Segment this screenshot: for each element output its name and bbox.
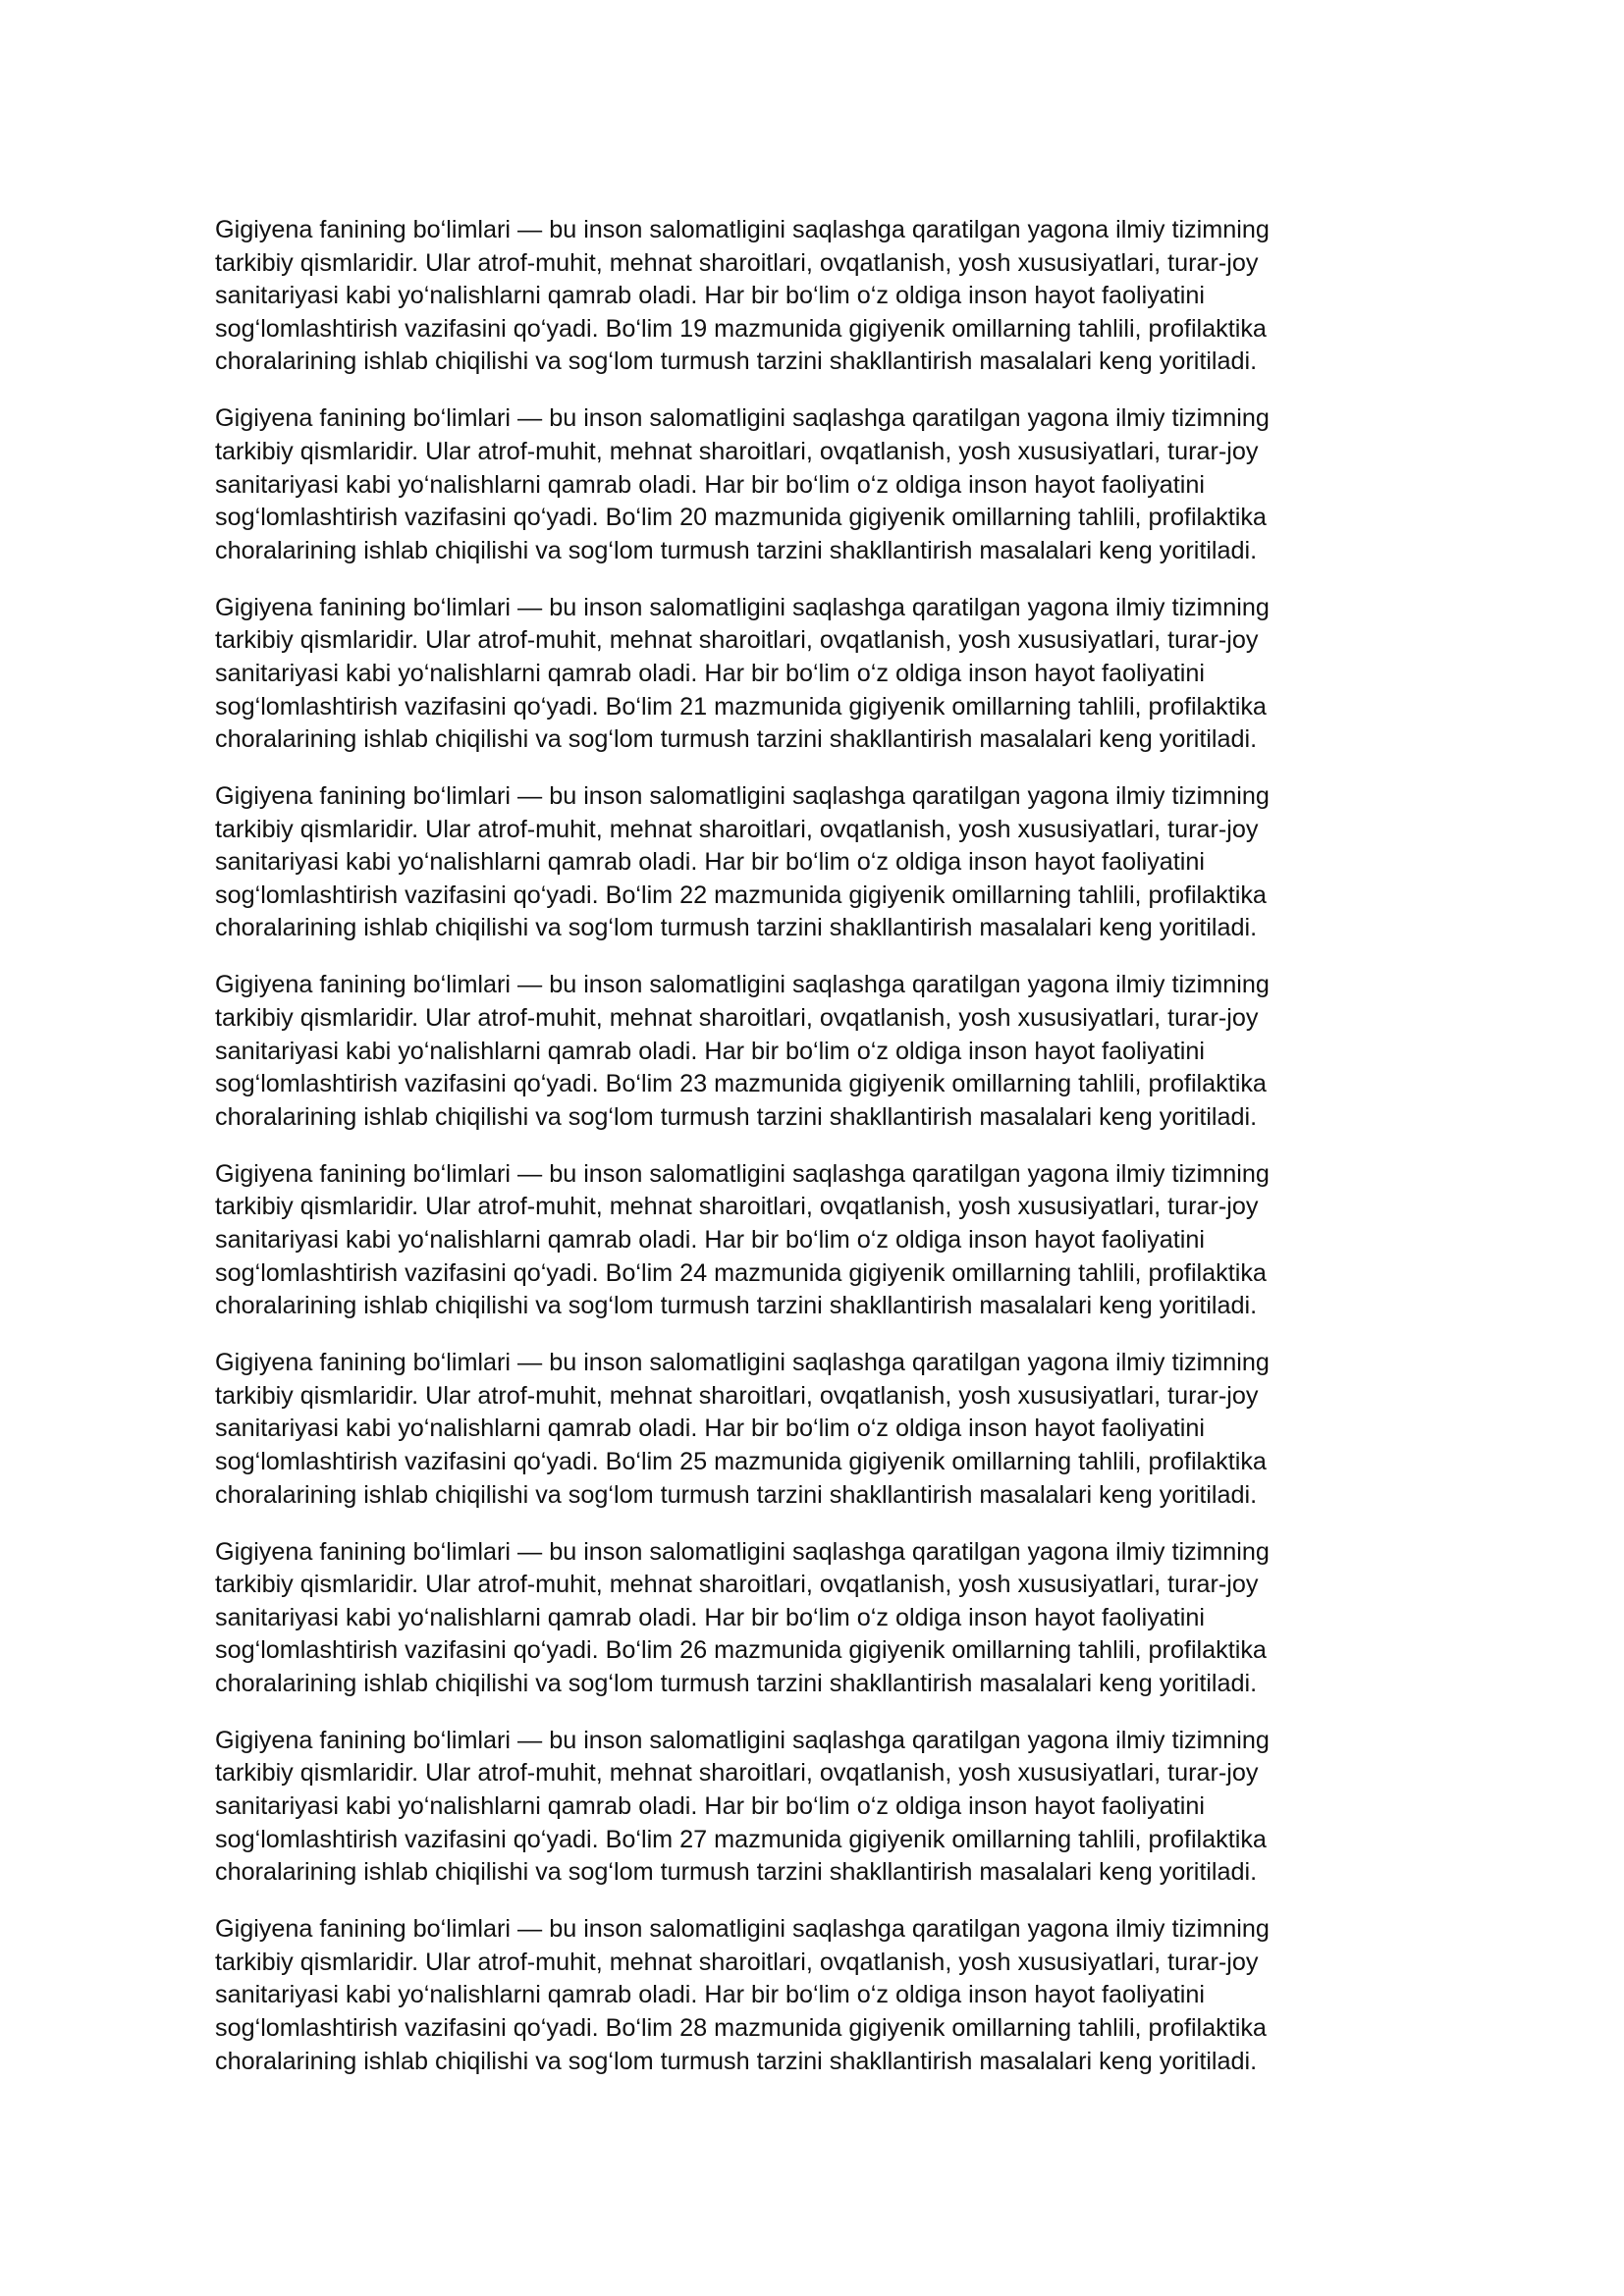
text-line: sog‘lomlashtirish vazifasini qo‘yadi. Bo‘lim 22 mazmunida gigiyenik omillarning tahlili, profilaktika [215, 881, 1267, 909]
text-line: choralarining ishlab chiqilishi va sog‘lom turmush tarzini shakllantirish masalalari keng yoritiladi. [215, 536, 1258, 564]
text-line: sog‘lomlashtirish vazifasini qo‘yadi. Bo‘lim 24 mazmunida gigiyenik omillarning tahlili, profilaktika [215, 1258, 1267, 1287]
text-line: choralarining ishlab chiqilishi va sog‘lom turmush tarzini shakllantirish masalalari keng yoritiladi. [215, 1102, 1258, 1131]
text-line: Gigiyena fanining bo‘limlari — bu inson salomatligini saqlashga qaratilgan yagona ilmiy tizimning [215, 1537, 1270, 1566]
text-line: tarkibiy qismlaridir. Ular atrof-muhit, mehnat sharoitlari, ovqatlanish, yosh xususiyatlari, turar-joy [215, 248, 1259, 277]
text-line: choralarining ishlab chiqilishi va sog‘lom turmush tarzini shakllantirish masalalari keng yoritiladi. [215, 914, 1258, 942]
document-page [215, 214, 1428, 2103]
text-line: sanitariyasi kabi yo‘nalishlarni qamrab oladi. Har bir bo‘lim o‘z oldiga inson hayot faoliyatini [215, 1981, 1206, 2009]
paragraph [215, 402, 1428, 567]
paragraph [215, 1913, 1428, 2078]
text-line: sanitariyasi kabi yo‘nalishlarni qamrab oladi. Har bir bo‘lim o‘z oldiga inson hayot faoliyatini [215, 1225, 1206, 1254]
paragraph [215, 969, 1428, 1134]
text-line: sanitariyasi kabi yo‘nalishlarni qamrab oladi. Har bir bo‘lim o‘z oldiga inson hayot faoliyatini [215, 282, 1206, 310]
text-line: tarkibiy qismlaridir. Ular atrof-muhit, mehnat sharoitlari, ovqatlanish, yosh xususiyatlari, turar-joy [215, 626, 1259, 655]
paragraph [215, 1536, 1428, 1701]
text-line: Gigiyena fanining bo‘limlari — bu inson salomatligini saqlashga qaratilgan yagona ilmiy tizimning [215, 1915, 1270, 1944]
text-line: tarkibiy qismlaridir. Ular atrof-muhit, mehnat sharoitlari, ovqatlanish, yosh xususiyatlari, turar-joy [215, 437, 1259, 465]
text-line: choralarining ishlab chiqilishi va sog‘lom turmush tarzini shakllantirish masalalari keng yoritiladi. [215, 725, 1258, 754]
paragraph [215, 214, 1428, 379]
text-line: choralarining ishlab chiqilishi va sog‘lom turmush tarzini shakllantirish masalalari keng yoritiladi. [215, 1292, 1258, 1320]
text-line: tarkibiy qismlaridir. Ular atrof-muhit, mehnat sharoitlari, ovqatlanish, yosh xususiyatlari, turar-joy [215, 1381, 1259, 1410]
paragraph [215, 1158, 1428, 1323]
text-line: Gigiyena fanining bo‘limlari — bu inson salomatligini saqlashga qaratilgan yagona ilmiy tizimning [215, 971, 1270, 999]
text-line: sanitariyasi kabi yo‘nalishlarni qamrab oladi. Har bir bo‘lim o‘z oldiga inson hayot faoliyatini [215, 659, 1206, 687]
text-line: Gigiyena fanining bo‘limlari — bu inson salomatligini saqlashga qaratilgan yagona ilmiy tizimning [215, 1159, 1270, 1188]
text-line: sanitariyasi kabi yo‘nalishlarni qamrab oladi. Har bir bo‘lim o‘z oldiga inson hayot faoliyatini [215, 1792, 1206, 1821]
text-line: Gigiyena fanining bo‘limlari — bu inson salomatligini saqlashga qaratilgan yagona ilmiy tizimning [215, 1726, 1270, 1754]
text-line: Gigiyena fanining bo‘limlari — bu inson salomatligini saqlashga qaratilgan yagona ilmiy tizimning [215, 216, 1270, 243]
text-line: sog‘lomlashtirish vazifasini qo‘yadi. Bo‘lim 20 mazmunida gigiyenik omillarning tahlili, profilaktika [215, 504, 1267, 532]
text-line: sanitariyasi kabi yo‘nalishlarni qamrab oladi. Har bir bo‘lim o‘z oldiga inson hayot faoliyatini [215, 1037, 1206, 1065]
text-line: Gigiyena fanining bo‘limlari — bu inson salomatligini saqlashga qaratilgan yagona ilmiy tizimning [215, 782, 1270, 811]
text-line: Gigiyena fanining bo‘limlari — bu inson salomatligini saqlashga qaratilgan yagona ilmiy tizimning [215, 593, 1270, 621]
text-line: sog‘lomlashtirish vazifasini qo‘yadi. Bo‘lim 27 mazmunida gigiyenik omillarning tahlili, profilaktika [215, 1825, 1267, 1853]
paragraph [215, 1347, 1428, 1512]
paragraph [215, 1725, 1428, 1890]
text-line: sanitariyasi kabi yo‘nalishlarni qamrab oladi. Har bir bo‘lim o‘z oldiga inson hayot faoliyatini [215, 1603, 1206, 1631]
text-line: sog‘lomlashtirish vazifasini qo‘yadi. Bo‘lim 26 mazmunida gigiyenik omillarning tahlili, profilaktika [215, 1636, 1267, 1665]
text-line: choralarining ishlab chiqilishi va sog‘lom turmush tarzini shakllantirish masalalari keng yoritiladi. [215, 1480, 1258, 1509]
text-line: choralarining ishlab chiqilishi va sog‘lom turmush tarzini shakllantirish masalalari keng yoritiladi. [215, 347, 1258, 376]
text-line: choralarining ishlab chiqilishi va sog‘lom turmush tarzini shakllantirish masalalari keng yoritiladi. [215, 1669, 1258, 1697]
text-line: tarkibiy qismlaridir. Ular atrof-muhit, mehnat sharoitlari, ovqatlanish, yosh xususiyatlari, turar-joy [215, 1759, 1259, 1788]
text-line: sog‘lomlashtirish vazifasini qo‘yadi. Bo‘lim 25 mazmunida gigiyenik omillarning tahlili, profilaktika [215, 1447, 1267, 1475]
text-line: sog‘lomlashtirish vazifasini qo‘yadi. Bo‘lim 19 mazmunida gigiyenik omillarning tahlili, profilaktika [215, 314, 1267, 343]
text-line: Gigiyena fanining bo‘limlari — bu inson salomatligini saqlashga qaratilgan yagona ilmiy tizimning [215, 404, 1270, 433]
text-line: Gigiyena fanining bo‘limlari — bu inson salomatligini saqlashga qaratilgan yagona ilmiy tizimning [215, 1349, 1270, 1377]
text-line: sog‘lomlashtirish vazifasini qo‘yadi. Bo‘lim 23 mazmunida gigiyenik omillarning tahlili, profilaktika [215, 1070, 1267, 1098]
text-line: sanitariyasi kabi yo‘nalishlarni qamrab oladi. Har bir bo‘lim o‘z oldiga inson hayot faoliyatini [215, 1415, 1206, 1443]
text-line: tarkibiy qismlaridir. Ular atrof-muhit, mehnat sharoitlari, ovqatlanish, yosh xususiyatlari, turar-joy [215, 1948, 1259, 1976]
text-line: sanitariyasi kabi yo‘nalishlarni qamrab oladi. Har bir bo‘lim o‘z oldiga inson hayot faoliyatini [215, 470, 1206, 499]
text-line: tarkibiy qismlaridir. Ular atrof-muhit, mehnat sharoitlari, ovqatlanish, yosh xususiyatlari, turar-joy [215, 1193, 1259, 1221]
text-line: sanitariyasi kabi yo‘nalishlarni qamrab oladi. Har bir bo‘lim o‘z oldiga inson hayot faoliyatini [215, 848, 1206, 877]
text-line: sog‘lomlashtirish vazifasini qo‘yadi. Bo‘lim 28 mazmunida gigiyenik omillarning tahlili, profilaktika [215, 2014, 1267, 2043]
text-line: choralarining ishlab chiqilishi va sog‘lom turmush tarzini shakllantirish masalalari keng yoritiladi. [215, 1858, 1258, 1887]
paragraph [215, 592, 1428, 757]
paragraph [215, 780, 1428, 945]
text-line: tarkibiy qismlaridir. Ular atrof-muhit, mehnat sharoitlari, ovqatlanish, yosh xususiyatlari, turar-joy [215, 1004, 1259, 1033]
text-line: sog‘lomlashtirish vazifasini qo‘yadi. Bo‘lim 21 mazmunida gigiyenik omillarning tahlili, profilaktika [215, 692, 1267, 721]
text-line: tarkibiy qismlaridir. Ular atrof-muhit, mehnat sharoitlari, ovqatlanish, yosh xususiyatlari, turar-joy [215, 1571, 1259, 1599]
text-line: choralarining ishlab chiqilishi va sog‘lom turmush tarzini shakllantirish masalalari keng yoritiladi. [215, 2047, 1258, 2075]
text-line: tarkibiy qismlaridir. Ular atrof-muhit, mehnat sharoitlari, ovqatlanish, yosh xususiyatlari, turar-joy [215, 815, 1259, 843]
